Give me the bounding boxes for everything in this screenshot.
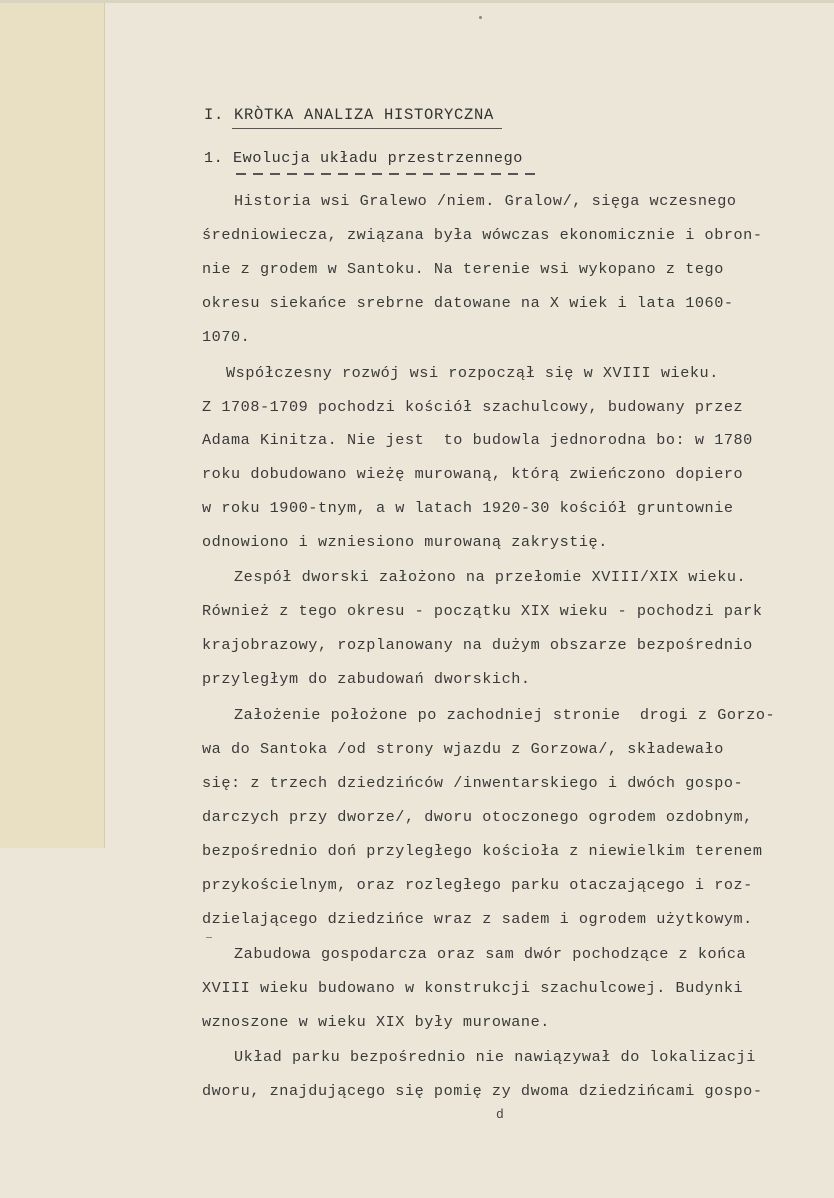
text-line: przykościelnym, oraz rozległego parku otaczającego i roz- bbox=[202, 876, 753, 894]
text-line: bezpośrednio doń przyległego kościoła z niewielkim terenem bbox=[202, 842, 763, 860]
text-line: w roku 1900-tnym, a w latach 1920-30 kościół gruntownie bbox=[202, 499, 734, 517]
text-line: darczych przy dworze/, dworu otoczonego ogrodem ozdobnym, bbox=[202, 808, 753, 826]
text-line: Adama Kinitza. Nie jest to budowla jednorodna bo: w 1780 bbox=[202, 431, 753, 449]
paper-speck bbox=[479, 16, 482, 19]
text-line: Również z tego okresu - początku XIX wieku - pochodzi park bbox=[202, 602, 763, 620]
text-line: okresu siekańce srebrne datowane na X wiek i lata 1060- bbox=[202, 294, 734, 312]
handwritten-correction: d bbox=[496, 1107, 504, 1122]
text-line: dzielającego dziedzińce wraz z sadem i ogrodem użytkowym. bbox=[202, 910, 753, 928]
text-line: Zespół dworski założono na przełomie XVIII/XIX wieku. bbox=[234, 568, 747, 586]
paper-speck bbox=[206, 937, 212, 938]
text-line: wznoszone w wieku XIX były murowane. bbox=[202, 1013, 550, 1031]
text-line: średniowiecza, związana była wówczas ekonomicznie i obron- bbox=[202, 226, 763, 244]
text-line: Założenie położone po zachodniej stronie drogi z Gorzo- bbox=[234, 706, 776, 724]
heading-underline bbox=[232, 128, 502, 129]
text-line: odnowiono i wzniesiono murowaną zakrystię. bbox=[202, 533, 608, 551]
text-line: przyległym do zabudowań dworskich. bbox=[202, 670, 531, 688]
subsection-heading: 1. Ewolucja układu przestrzennego bbox=[204, 149, 523, 167]
text-line: Z 1708-1709 pochodzi kościół szachulcowy, budowany przez bbox=[202, 398, 744, 416]
text-line: krajobrazowy, rozplanowany na dużym obszarze bezpośrednio bbox=[202, 636, 753, 654]
text-line: 1070. bbox=[202, 328, 251, 346]
text-line: Zabudowa gospodarcza oraz sam dwór pochodzące z końca bbox=[234, 945, 747, 963]
text-line: XVIII wieku budowano w konstrukcji szachulcowej. Budynki bbox=[202, 979, 744, 997]
page-top-edge bbox=[0, 0, 834, 3]
text-line: wa do Santoka /od strony wjazdu z Gorzowa/, składewało bbox=[202, 740, 724, 758]
section-heading: I. KRÒTKA ANALIZA HISTORYCZNA bbox=[204, 106, 495, 124]
subheading-dashed-underline bbox=[236, 173, 542, 175]
text-line: Układ parku bezpośrednio nie nawiązywał do lokalizacji bbox=[234, 1048, 756, 1066]
text-line: się: z trzech dziedzińców /inwentarskiego i dwóch gospo- bbox=[202, 774, 744, 792]
text-line: nie z grodem w Santoku. Na terenie wsi wykopano z tego bbox=[202, 260, 724, 278]
text-line: dworu, znajdującego się pomię zy dwoma dziedzińcami gospo- bbox=[202, 1082, 763, 1100]
text-line: Współczesny rozwój wsi rozpoczął się w XVIII wieku. bbox=[226, 364, 719, 382]
text-line: Historia wsi Gralewo /niem. Gralow/, sięga wczesnego bbox=[234, 192, 737, 210]
text-line: roku dobudowano wieżę murowaną, którą zwieńczono dopiero bbox=[202, 465, 744, 483]
